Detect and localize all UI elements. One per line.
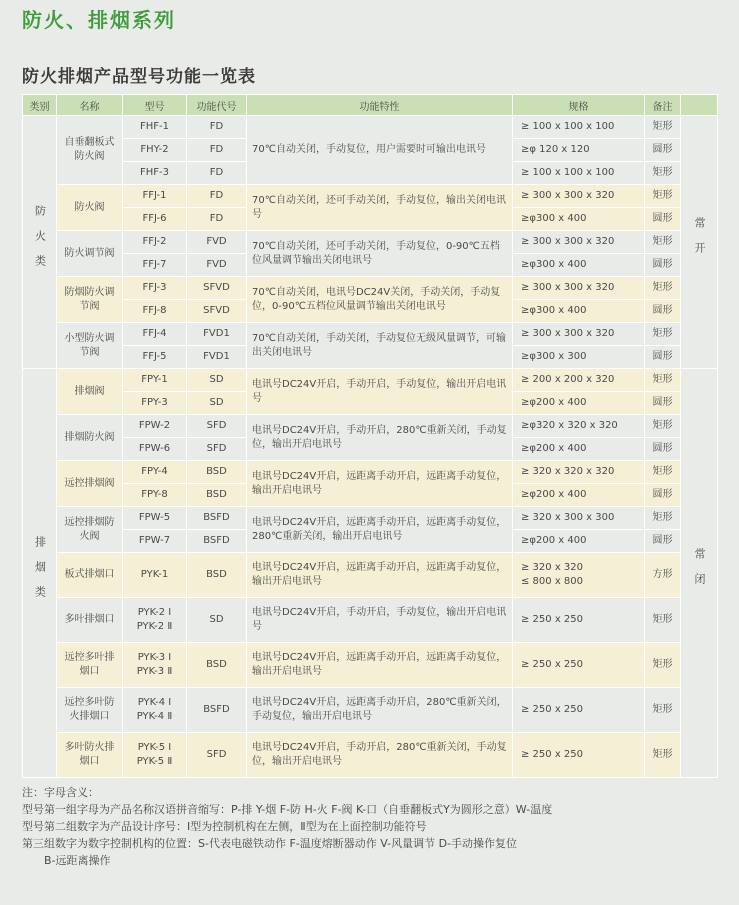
- spec-cell: ≥φ200 x 400: [513, 530, 645, 553]
- state-cell: 常闭: [681, 369, 718, 778]
- function-code-cell: SFVD: [187, 300, 247, 323]
- feature-cell: 电讯号DC24V开启，远距离手动开启，280℃重新关闭，手动复位，输出开启电讯号: [247, 688, 513, 733]
- header-feature: 功能特性: [247, 95, 513, 116]
- spec-cell: ≥φ300 x 400: [513, 208, 645, 231]
- note-cell: 圆形: [645, 300, 681, 323]
- spec-cell: ≥φ320 x 320 x 320: [513, 415, 645, 438]
- note-cell: 圆形: [645, 484, 681, 507]
- model-cell: FFJ-8: [123, 300, 187, 323]
- note-cell: 矩形: [645, 277, 681, 300]
- feature-cell: 70℃自动关闭，还可手动关闭，手动复位，输出关闭电讯号: [247, 185, 513, 231]
- notes-heading: 注：字母含义：: [22, 786, 99, 799]
- model-cell: FFJ-7: [123, 254, 187, 277]
- product-name-cell: 自垂翻板式防火阀: [57, 116, 123, 185]
- product-table-container: [22, 94, 717, 778]
- model-cell: FHF-1: [123, 116, 187, 139]
- header-state: [681, 95, 718, 116]
- state-cell: 常开: [681, 116, 718, 369]
- product-name-cell: 远控排烟防火阀: [57, 507, 123, 553]
- function-code-cell: FD: [187, 139, 247, 162]
- feature-cell: 电讯号DC24V开启，手动开启，280℃重新关闭，手动复位，输出开启电讯号: [247, 733, 513, 778]
- spec-cell: ≥φ300 x 400: [513, 300, 645, 323]
- table-row: [23, 733, 718, 778]
- function-code-cell: SFVD: [187, 277, 247, 300]
- spec-cell: ≥φ 120 x 120: [513, 139, 645, 162]
- function-code-cell: FD: [187, 208, 247, 231]
- note-cell: 圆形: [645, 208, 681, 231]
- spec-cell: ≥ 300 x 300 x 320: [513, 185, 645, 208]
- function-code-cell: FVD: [187, 231, 247, 254]
- spec-cell: ≥ 250 x 250: [513, 643, 645, 688]
- note-cell: 矩形: [645, 507, 681, 530]
- note-cell: 圆形: [645, 346, 681, 369]
- model-cell: FPY-3: [123, 392, 187, 415]
- spec-cell: ≥ 250 x 250: [513, 733, 645, 778]
- model-cell: FPW-7: [123, 530, 187, 553]
- header-category: 类别: [23, 95, 57, 116]
- function-code-cell: SD: [187, 392, 247, 415]
- function-code-cell: BSD: [187, 553, 247, 598]
- table-row: [23, 185, 718, 208]
- note-cell: 圆形: [645, 139, 681, 162]
- function-code-cell: FD: [187, 116, 247, 139]
- product-name-cell: 多叶排烟口: [57, 598, 123, 643]
- note-line: 型号第一组字母为产品名称汉语拼音缩写：P-排 Y-烟 F-防 H-火 F-阀 K-口（自垂翻板式Y为圆形之意）W-温度: [22, 803, 553, 816]
- spec-cell: ≥φ300 x 400: [513, 254, 645, 277]
- function-code-cell: BSD: [187, 461, 247, 484]
- function-code-cell: BSFD: [187, 530, 247, 553]
- function-code-cell: FVD: [187, 254, 247, 277]
- product-name-cell: 远控多叶排烟口: [57, 643, 123, 688]
- note-cell: 矩形: [645, 323, 681, 346]
- note-cell: 方形: [645, 553, 681, 598]
- function-code-cell: SD: [187, 598, 247, 643]
- table-row: [23, 688, 718, 733]
- model-cell: FHY-2: [123, 139, 187, 162]
- spec-cell: ≥ 100 x 100 x 100: [513, 116, 645, 139]
- note-line: B-远距离操作: [44, 854, 111, 867]
- header-note: 备注: [645, 95, 681, 116]
- note-cell: 矩形: [645, 461, 681, 484]
- model-cell: PYK-4 Ⅰ PYK-4 Ⅱ: [123, 688, 187, 733]
- model-cell: FPY-1: [123, 369, 187, 392]
- model-cell: FPY-4: [123, 461, 187, 484]
- note-cell: 矩形: [645, 162, 681, 185]
- product-name-cell: 防火调节阀: [57, 231, 123, 277]
- table-row: [23, 461, 718, 484]
- function-code-cell: SFD: [187, 415, 247, 438]
- product-function-table: [22, 94, 718, 778]
- product-name-cell: 防火阀: [57, 185, 123, 231]
- function-code-cell: FD: [187, 162, 247, 185]
- note-cell: 矩形: [645, 643, 681, 688]
- function-code-cell: BSFD: [187, 688, 247, 733]
- header-code: 功能代号: [187, 95, 247, 116]
- note-cell: 圆形: [645, 438, 681, 461]
- page-title: 防火、排烟系列: [22, 8, 176, 32]
- function-code-cell: SD: [187, 369, 247, 392]
- product-name-cell: 排烟防火阀: [57, 415, 123, 461]
- table-row: [23, 323, 718, 346]
- spec-cell: ≥ 300 x 300 x 320: [513, 231, 645, 254]
- feature-cell: 70℃自动关闭，手动复位，用户需要时可输出电讯号: [247, 116, 513, 185]
- feature-cell: 70℃自动关闭，电讯号DC24V关闭，手动关闭，手动复位，0-90℃五档位风量调节输出关闭电讯号: [247, 277, 513, 323]
- table-header-row: [23, 95, 718, 116]
- product-name-cell: 防烟防火调节阀: [57, 277, 123, 323]
- table-row: [23, 277, 718, 300]
- model-cell: FFJ-4: [123, 323, 187, 346]
- table-row: [23, 553, 718, 598]
- note-cell: 矩形: [645, 733, 681, 778]
- note-cell: 圆形: [645, 530, 681, 553]
- model-cell: FFJ-2: [123, 231, 187, 254]
- feature-cell: 电讯号DC24V开启，手动开启，手动复位，输出开启电讯号: [247, 598, 513, 643]
- spec-cell: ≥φ200 x 400: [513, 484, 645, 507]
- product-name-cell: 远控排烟阀: [57, 461, 123, 507]
- model-cell: FPW-5: [123, 507, 187, 530]
- function-code-cell: BSFD: [187, 507, 247, 530]
- spec-cell: ≥ 250 x 250: [513, 688, 645, 733]
- model-cell: PYK-1: [123, 553, 187, 598]
- product-name-cell: 排烟阀: [57, 369, 123, 415]
- feature-cell: 70℃自动关闭，还可手动关闭，手动复位，0-90℃五档位风量调节输出关闭电讯号: [247, 231, 513, 277]
- feature-cell: 电讯号DC24V开启，手动开启，手动复位，输出开启电讯号: [247, 369, 513, 415]
- model-cell: PYK-2 Ⅰ PYK-2 Ⅱ: [123, 598, 187, 643]
- feature-cell: 电讯号DC24V开启，远距离手动开启，远距离手动复位，输出开启电讯号: [247, 461, 513, 507]
- table-row: [23, 369, 718, 392]
- model-cell: FFJ-3: [123, 277, 187, 300]
- note-cell: 圆形: [645, 392, 681, 415]
- function-code-cell: BSD: [187, 643, 247, 688]
- product-name-cell: 小型防火调节阀: [57, 323, 123, 369]
- feature-cell: 电讯号DC24V开启，远距离手动开启，远距离手动复位，输出开启电讯号: [247, 643, 513, 688]
- product-name-cell: 远控多叶防火排烟口: [57, 688, 123, 733]
- note-cell: 矩形: [645, 369, 681, 392]
- table-row: [23, 415, 718, 438]
- function-code-cell: BSD: [187, 484, 247, 507]
- feature-cell: 电讯号DC24V开启，远距离手动开启，远距离手动复位，280℃重新关闭，输出开启电讯号: [247, 507, 513, 553]
- table-row: [23, 507, 718, 530]
- spec-cell: ≥ 250 x 250: [513, 598, 645, 643]
- header-name: 名称: [57, 95, 123, 116]
- function-code-cell: SFD: [187, 438, 247, 461]
- model-cell: FPW-2: [123, 415, 187, 438]
- header-spec: 规格: [513, 95, 645, 116]
- spec-cell: ≥φ200 x 400: [513, 438, 645, 461]
- note-cell: 矩形: [645, 598, 681, 643]
- notes-section: [22, 784, 722, 869]
- note-line: 型号第二组数字为产品设计序号：Ⅰ型为控制机构在左侧，Ⅱ型为在上面控制功能符号: [22, 820, 427, 833]
- note-cell: 矩形: [645, 116, 681, 139]
- table-row: [23, 116, 718, 139]
- feature-cell: 电讯号DC24V开启，手动开启，280℃重新关闭，手动复位，输出开启电讯号: [247, 415, 513, 461]
- function-code-cell: FVD1: [187, 346, 247, 369]
- spec-cell: ≥ 320 x 320 x 320: [513, 461, 645, 484]
- spec-cell: ≥ 300 x 300 x 320: [513, 323, 645, 346]
- spec-cell: ≥ 200 x 200 x 320: [513, 369, 645, 392]
- function-code-cell: FD: [187, 185, 247, 208]
- note-cell: 矩形: [645, 231, 681, 254]
- category-cell: 防火类: [23, 116, 57, 369]
- note-cell: 矩形: [645, 185, 681, 208]
- product-name-cell: 板式排烟口: [57, 553, 123, 598]
- feature-cell: 70℃自动关闭，手动关闭，手动复位无级风量调节，可输出关闭电讯号: [247, 323, 513, 369]
- spec-cell: ≥ 100 x 100 x 100: [513, 162, 645, 185]
- note-line: 第三组数字为数字控制机构的位置：S-代表电磁铁动作 F-温度熔断器动作 V-风量调节 D-手动操作复位: [22, 837, 518, 850]
- model-cell: FPY-8: [123, 484, 187, 507]
- spec-cell: ≥ 320 x 300 x 300: [513, 507, 645, 530]
- table-row: [23, 643, 718, 688]
- product-name-cell: 多叶防火排烟口: [57, 733, 123, 778]
- model-cell: PYK-5 Ⅰ PYK-5 Ⅱ: [123, 733, 187, 778]
- function-code-cell: SFD: [187, 733, 247, 778]
- category-cell: 排烟类: [23, 369, 57, 778]
- model-cell: PYK-3 Ⅰ PYK-3 Ⅱ: [123, 643, 187, 688]
- note-cell: 矩形: [645, 415, 681, 438]
- spec-cell: ≥ 320 x 320 ≤ 800 x 800: [513, 553, 645, 598]
- table-row: [23, 598, 718, 643]
- model-cell: FFJ-1: [123, 185, 187, 208]
- function-code-cell: FVD1: [187, 323, 247, 346]
- feature-cell: 电讯号DC24V开启，远距离手动开启，远距离手动复位，输出开启电讯号: [247, 553, 513, 598]
- model-cell: FPW-6: [123, 438, 187, 461]
- table-title: 防火排烟产品型号功能一览表: [22, 67, 256, 87]
- note-cell: 圆形: [645, 254, 681, 277]
- note-cell: 矩形: [645, 688, 681, 733]
- model-cell: FFJ-5: [123, 346, 187, 369]
- model-cell: FHF-3: [123, 162, 187, 185]
- spec-cell: ≥ 300 x 300 x 320: [513, 277, 645, 300]
- spec-cell: ≥φ200 x 400: [513, 392, 645, 415]
- spec-cell: ≥φ300 x 300: [513, 346, 645, 369]
- header-model: 型号: [123, 95, 187, 116]
- model-cell: FFJ-6: [123, 208, 187, 231]
- table-row: [23, 231, 718, 254]
